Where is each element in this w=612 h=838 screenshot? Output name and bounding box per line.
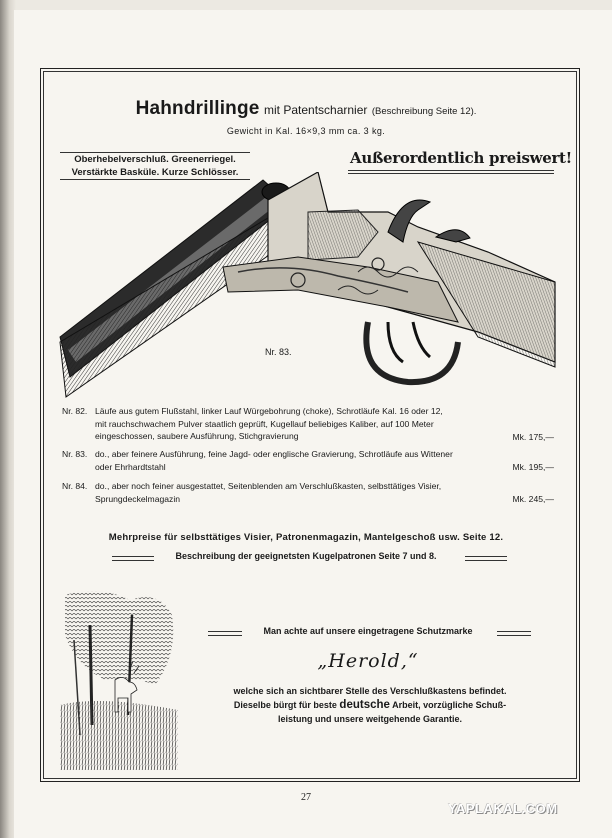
illustration-caption: Nr. 83. — [265, 347, 292, 357]
deer-forest-vignette-icon — [60, 585, 178, 770]
brand-mark: „Herold,“ — [317, 650, 419, 672]
price-item — [62, 480, 554, 505]
item-number: Nr. 83. — [62, 449, 88, 459]
item-description: do., aber noch feiner ausgestattet, Seitenblenden am Verschlußkasten, selbsttätiges Visier, Sprungdeckelmagazin — [95, 481, 442, 504]
features-line-2: Verstärkte Basküle. Kurze Schlösser. — [71, 167, 239, 178]
item-price: Mk. 245,— — [512, 493, 554, 504]
cartridges-note: Beschreibung der geeignetsten Kugelpatronen Seite 7 und 8. — [175, 551, 437, 561]
title-main: Hahndrillinge — [135, 98, 260, 119]
item-number: Nr. 82. — [62, 406, 88, 416]
price-item — [62, 405, 554, 443]
promo-rule — [348, 170, 554, 171]
item-price: Mk. 195,— — [512, 461, 554, 472]
item-description: Läufe aus gutem Flußstahl, linker Lauf Würgebohrung (choke), Schrotläufe Kal. 16 oder 12, mit rauchschwachem Pulver staatlich geprüft, Kugellauf beliebiges Kaliber, auf 100 Meter eingeschossen, saubere Ausführung, Stichgravierung — [95, 406, 443, 441]
deutsche-emphasis: deutsche — [339, 699, 390, 711]
shotgun-engraving-icon — [58, 172, 558, 402]
price-item — [62, 448, 554, 473]
guarantee-line-2: Dieselbe bürgt für beste deutsche Arbeit, vorzügliche Schuß- — [233, 699, 507, 711]
page-number: 27 — [301, 792, 311, 803]
guarantee-line-3: leistung und unsere weitgehende Garantie. — [277, 714, 463, 724]
weight-line: Gewicht in Kal. 16×9,3 mm ca. 3 kg. — [226, 126, 386, 136]
title-mid: mit Patentscharnier — [264, 103, 368, 117]
watermark: YAPLAKAL.COM — [448, 801, 558, 816]
title-note: (Beschreibung Seite 12). — [371, 106, 477, 117]
decorative-rule — [497, 631, 531, 636]
item-price: Mk. 175,— — [512, 431, 554, 442]
features-line-1: Oberhebelverschluß. Greenerriegel. — [74, 154, 236, 165]
extras-note: Mehrpreise für selbsttätiges Visier, Patronenmagazin, Mantelgeschoß usw. Seite 12. — [108, 532, 504, 543]
item-description: do., aber feinere Ausführung, feine Jagd- oder englische Gravierung, Schrotläufe aus Wittener oder Ehrhardtstahl — [95, 449, 453, 472]
page-title — [0, 98, 612, 120]
guarantee-line-1: welche sich an sichtbarer Stelle des Verschlußkastens befindet. — [233, 686, 507, 696]
decorative-rule — [465, 556, 507, 561]
trademark-note: Man achte auf unsere eingetragene Schutzmarke — [263, 626, 473, 636]
promo-heading: Außerordentlich preiswert! — [350, 149, 572, 167]
item-number: Nr. 84. — [62, 481, 88, 491]
